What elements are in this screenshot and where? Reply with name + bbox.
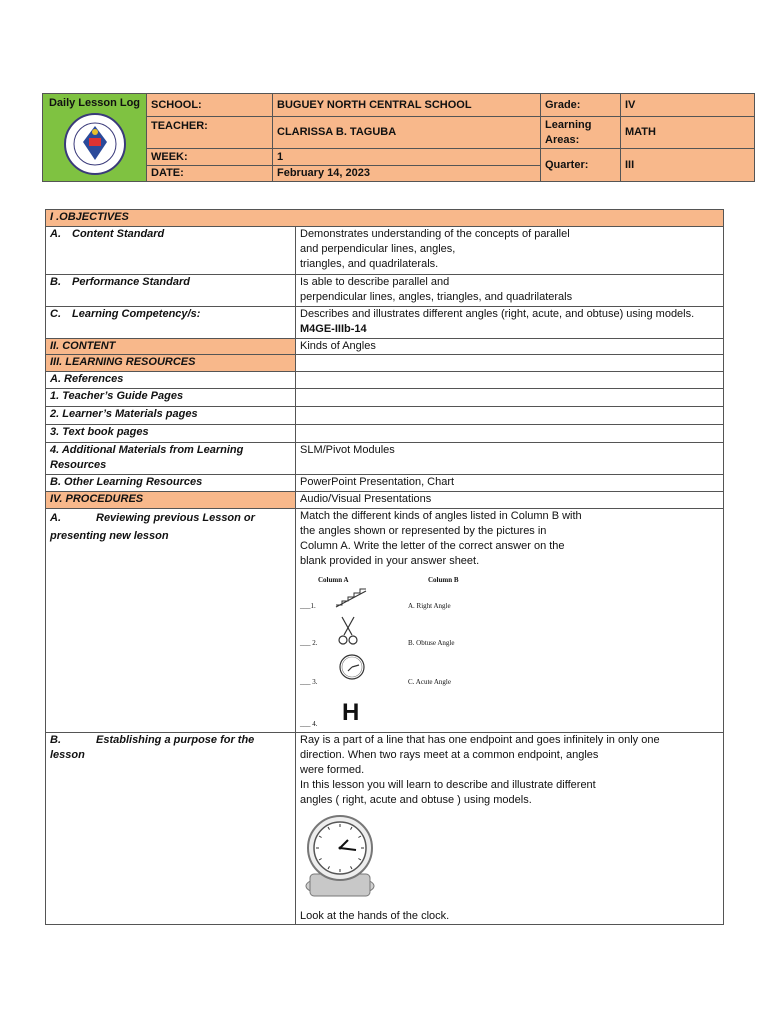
procedures-value: Audio/Visual Presentations: [296, 492, 724, 509]
column-a-header: Column A: [318, 576, 349, 584]
learning-areas-value: MATH: [621, 117, 755, 149]
performance-standard-text: Is able to describe parallel and perpendicular lines, angles, triangles, and quadrilaterals: [296, 275, 724, 307]
week-value: 1: [273, 149, 541, 166]
content-label: II. CONTENT: [46, 339, 296, 355]
table-row: [46, 227, 724, 275]
quarter-label: Quarter:: [541, 149, 621, 182]
other-resources-value: PowerPoint Presentation, Chart: [296, 475, 724, 492]
objectives-heading: I .OBJECTIVES: [46, 210, 724, 227]
competency-label: C. Learning Competency/s:: [46, 307, 296, 339]
deped-seal-icon: [63, 112, 127, 176]
competency-text: Describes and illustrates different angles (right, acute, and obtuse) using models. M4GE-IIIb-14: [296, 307, 724, 339]
content-standard-label: A. Content Standard: [46, 227, 296, 275]
competency-code: M4GE-IIIb-14: [300, 323, 367, 335]
quarter-value: III: [621, 149, 755, 182]
grade-value: IV: [621, 94, 755, 117]
purpose-label: B. Establishing a purpose for the lesson: [46, 733, 296, 925]
clock-caption: Look at the hands of the clock.: [300, 910, 450, 922]
answer-b: B. Obtuse Angle: [408, 639, 455, 647]
week-label: WEEK:: [147, 149, 273, 166]
textbook-label: 3. Text book pages: [46, 425, 296, 443]
teacher-label: TEACHER:: [147, 117, 273, 149]
matching-item-4: ___ 4.: [300, 720, 318, 728]
school-value: BUGUEY NORTH CENTRAL SCHOOL: [273, 94, 541, 117]
teachers-guide-label: 1. Teacher’s Guide Pages: [46, 389, 296, 407]
purpose-content: Ray is a part of a line that has one endpoint and goes infinitely in only one direction. When two rays meet at a common endpoint, angles were formed. In this lesson you will learn to describe and illustrate different angles ( right, acute and obtuse ) using models. Look at the hands of the clock.: [296, 733, 724, 925]
letter-h: H: [342, 699, 360, 726]
other-resources-label: B. Other Learning Resources: [46, 475, 296, 492]
additional-materials-value: SLM/Pivot Modules: [296, 443, 724, 475]
resources-heading: III. LEARNING RESOURCES: [46, 355, 296, 372]
matching-exercise: [300, 571, 470, 731]
date-label: DATE:: [147, 166, 273, 182]
clock-icon: [338, 653, 366, 681]
procedures-heading: IV. PROCEDURES: [46, 492, 296, 509]
references-label: A. References: [46, 372, 296, 389]
stairs-icon: [334, 583, 368, 609]
school-label: SCHOOL:: [147, 94, 273, 117]
column-b-header: Column B: [428, 576, 459, 584]
log-title: Daily Lesson Log: [48, 97, 141, 109]
answer-c: C. Acute Angle: [408, 678, 451, 686]
additional-materials-label: 4. Additional Materials from Learning Resources: [46, 443, 296, 475]
date-value: February 14, 2023: [273, 166, 541, 182]
header-table: [42, 93, 755, 182]
content-value: Kinds of Angles: [296, 339, 724, 355]
matching-item-1: ___1.: [300, 602, 316, 610]
review-lesson-content: Match the different kinds of angles listed in Column B with the angles shown or represented by the pictures in Column A. Write the letter of the correct answer on the blank provided in your answer sheet. Column A Column B ___1. A. Right Angle ___ 2. B. Obtuse Angle ___ 3. C. Acute Angle ___ 4. H: [296, 509, 724, 733]
review-lesson-label: A. Reviewing previous Lesson or presenting new lesson: [46, 509, 296, 733]
grade-label: Grade:: [541, 94, 621, 117]
content-standard-text: Demonstrates understanding of the concepts of parallel and perpendicular lines, angles, triangles, and quadrilaterals.: [296, 227, 724, 275]
table-row: [46, 275, 724, 307]
answer-a: A. Right Angle: [408, 602, 451, 610]
matching-item-3: ___ 3.: [300, 678, 318, 686]
learning-areas-label: Learning Areas:: [541, 117, 621, 149]
performance-standard-label: B. Performance Standard: [46, 275, 296, 307]
teacher-value: CLARISSA B. TAGUBA: [273, 117, 541, 149]
scissors-icon: [338, 615, 358, 647]
table-row: [46, 307, 724, 339]
logo-cell: [43, 94, 147, 182]
learners-materials-label: 2. Learner’s Materials pages: [46, 407, 296, 425]
lesson-table: [45, 209, 724, 925]
matching-item-2: ___ 2.: [300, 639, 318, 647]
desk-clock-icon: [300, 812, 380, 902]
